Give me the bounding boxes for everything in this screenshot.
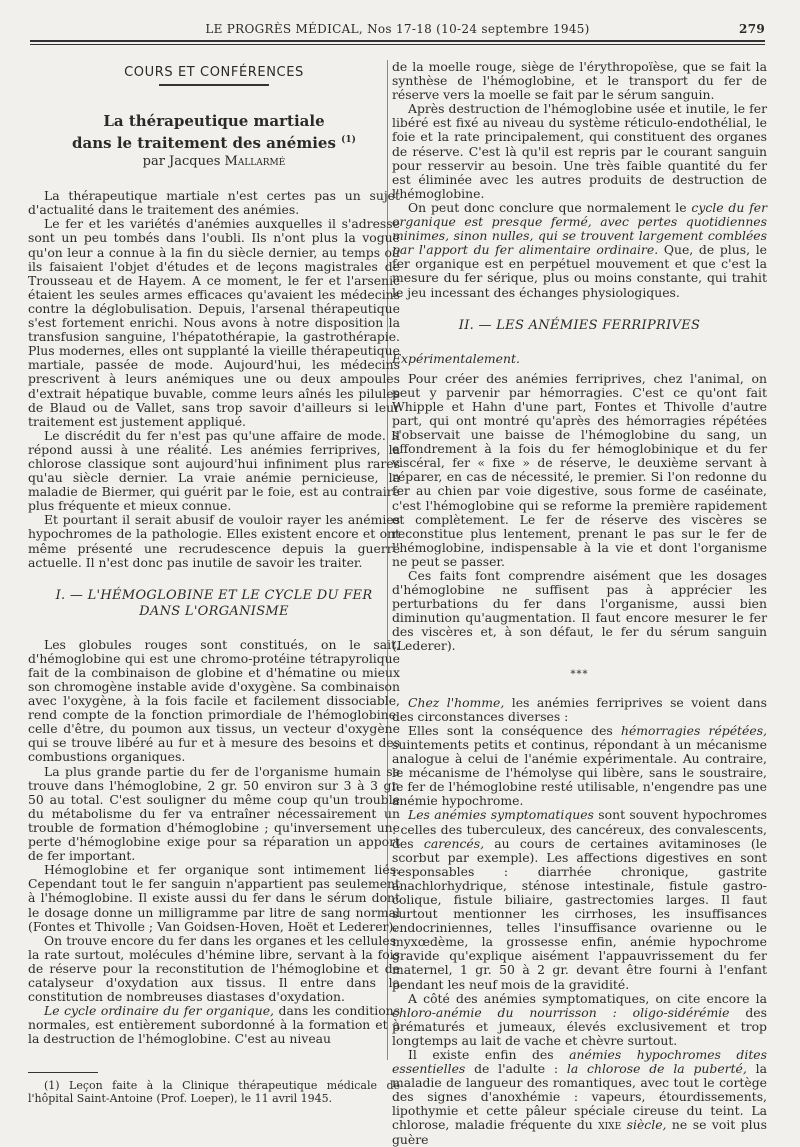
journal-title: LE PROGRÈS MÉDICAL, Nos 17-18 (10-24 septembre 1945) (205, 22, 590, 36)
intro-paragraph-1: La thérapeutique martiale n'est certes pas un sujet d'actualité dans le traitement des anémies. (28, 188, 400, 218)
paragraph-experimental: Pour créer des anémies ferriprives, chez l'animal, on peut y parvenir par hémorragies. C'est ce qu'ont fait Whipple et Hahn d'une part, Fontes et Thivolle d'autre part, qui ont montré qu'après des hémorragies répétées s'observait une baisse de l'hémoglobine du sang, un effondrement à la fois du fer hémoglobinique et du fer viscéral, fer « fixe » de réserve, le deuxième servant à réparer, en cas de nécessité, le premier. Si l'on redonne du fer au chien par voie digestive, sous forme de caséinate, c'est l'hémoglobine qui se reforme la première rapidement et complètement. Le fer de réserve des viscères se reconstitue plus lentement, prenant le pas sur le fer de l'hémoglobine, indispensable à la vie et dont l'organisme ne peut se passer. (392, 370, 767, 569)
footnote: (1) Leçon faite à la Clinique thérapeutique médicale de l'hôpital Saint-Antoine (Prof. Loeper), le 11 avril 1945. (28, 1079, 400, 1106)
title-line-2: dans le traitement des anémies $^{(1)}$ (72, 134, 356, 153)
article-title (28, 112, 400, 153)
chapter-2-heading: II. — LES ANÉMIES FERRIPRIVES (458, 317, 701, 333)
intro-paragraph-4: Et pourtant il serait abusif de vouloir rayer les anémies hypochromes de la pathologie. Elles existent encore et ont même présenté une recrudescence depuis la guerre actuelle. Il n'est donc pas inutile de savoir les traiter. (28, 512, 400, 570)
paragraph-hemorragies: Elles sont la conséquence des hémorragies répétées, suintements petits et continus, répondant à un mécanisme analogue à celui de l'anémie expérimentale. Au contraire, le mécanisme de l'hémolyse qui libère, sans le soustraire, le fer de l'hémoglobine resté utilisable, n'engendre pas une anémie hypochrome. (392, 722, 767, 809)
paragraph-essentielles: Il existe enfin des anémies hypochromes dites essentielles de l'adulte : la chlorose de la puberté, la maladie de langueur des romantiques, avec tout le cortège des signes d'anoxhémie : vapeurs, étourdissements, lipothymie et cette pâleur spéciale cireuse du teint. La chlorose, maladie fréquente du xixe siècle, ne se voit plus guère (392, 1047, 767, 1147)
left-column (28, 60, 400, 1105)
running-header (30, 22, 765, 38)
right-column (392, 60, 767, 1147)
chapter-1-heading: I. — L'HÉMOGLOBINE ET LE CYCLE DU FER DANS L'ORGANISME (55, 587, 373, 619)
section-heading: COURS ET CONFÉRENCES (124, 65, 304, 80)
continuation-paragraph: de la moelle rouge, siège de l'érythropoïèse, que se fait la synthèse de l'hémoglobine, et le transport du fer de réserve vers la moelle se fait par le sérum sanguin. (392, 59, 767, 103)
ch1-paragraph-3: Hémoglobine et fer organique sont intimement liés. Cependant tout le fer sanguin n'appartient pas seulement à l'hémoglobine. Il existe aussi du fer dans le sérum dont le dosage donne un milligramme par litre de sang normal (Fontes et Thivolle ; Van Goidsen-Hoven, Hoët et Lederer). (28, 862, 400, 934)
section-rule (159, 84, 269, 86)
paragraph-conclusion: On peut donc conclure que normalement le cycle du fer organique est presque fermé, avec pertes quotidiennes minimes, sinon nulles, qui se trouvent largement comblées par l'apport du fer alimentaire ordinaire. Que, de plus, le fer organique est en perpétuel mouvement et que c'est la mesure du fer sérique, plus ou moins constante, qui trahit le jeu incessant des échanges physiologiques. (392, 199, 767, 300)
paragraph-nourrisson: A côté des anémies symptomatiques, on cite encore la chloro-anémie du nourrisson : oligo-sidérémie des prématurés et jumeaux, élevés exclusivement et trop longtemps au lait de vache et chèvre surtout. (392, 990, 768, 1048)
ch1-paragraph-4: On trouve encore du fer dans les organes et les cellules, la rate surtout, molécules d'hémine libre, servant à la fois de réserve pour la reconstitution de l'hémoglobine et de catalyseur d'oxydation aux tissus. Il entre dans la constitution de nombreuses diastases d'oxydation. (28, 932, 400, 1005)
intro-paragraph-3: Le discrédit du fer n'est pas qu'une affaire de mode. Il répond aussi à une réalité. Les anémies ferriprives, la chlorose classique sont aujourd'hui infiniment plus rares qu'au siècle dernier. La vraie anémie pernicieuse, la maladie de Biermer, qui guérit par le foie, est au contraire plus fréquente et mieux connue. (28, 427, 400, 514)
paragraph-dosages: Ces faits font comprendre aisément que les dosages d'hémoglobine ne suffisent pas à apprécier les perturbations du fer dans l'organisme, aussi bien diminution qu'augmentation. Il faut encore mesurer le fer des viscères et, à son défaut, le fer du sérum sanguin (Lederer). (392, 568, 767, 654)
ch1-paragraph-2: La plus grande partie du fer de l'organisme humain se trouve dans l'hémoglobine, 2 gr. 50 environ sur 3 à 3 gr. 50 au total. C'est souligner du même coup qu'un trouble du métabolisme du fer va entraîner nécessairement un trouble de formation d'hémoglobine ; qu'inversement une perte d'hémoglobine exige pour sa réparation un apport de fer important. (28, 763, 400, 864)
paragraph-symptomatiques: Les anémies symptomatiques sont souvent hypochromes : celles des tuberculeux, des cancéreux, des convalescents, des carencés, au cours de certaines avitaminoses (le scorbut par exemple). Les affections digestives en sont responsables : diarrhée chronique, gastrite anachlorhydrique, sténose intestinale, fistule gastro-colique, fistule biliaire, gastrectomies larges. Il faut surtout mentionner les cirrhoses, les insuffisances endocriniennes, telles l'insuffisance ovarienne ou le myxœdème, la grossesse enfin, anémie hypochrome gravide qu'explique aisément l'appauvrissement du fer maternel, 1 gr. 50 à 2 gr. devant être fourni à l'enfant pendant les neuf mois de la gravidité. (392, 807, 768, 992)
page-number: 279 (739, 22, 765, 36)
asterism: *** (570, 668, 589, 680)
footnote-rule (28, 1072, 98, 1073)
article-author: par Jacques Mallarmé (142, 154, 286, 170)
subheading-experimental: Expérimentalement. (392, 350, 520, 366)
author-name: Mallarmé (224, 154, 286, 170)
paragraph-fer-libere: Après destruction de l'hémoglobine usée et inutile, le fer libéré est fixé au niveau du système réticulo-endothélial, le foie et la rate principalement, qui constituent des organes de réserve. C'est là qu'il est repris par le courant sanguin pour resservir au besoin. Une très faible quantité du fer est éliminée avec les autres produits de destruction de l'hémoglobine. (392, 101, 767, 201)
ch1-paragraph-5: Le cycle ordinaire du fer organique, dans les conditions normales, est entièrement subordonné à la formation et à la destruction de l'hémoglobine. C'est au niveau (28, 1003, 400, 1047)
paragraph-chez-homme: Chez l'homme, les anémies ferriprives se voient dans des circonstances diverses : (392, 694, 767, 724)
title-line-1: La thérapeutique martiale (103, 112, 325, 131)
intro-paragraph-2: Le fer et les variétés d'anémies auxquelles il s'adresse sont un peu tombés dans l'oubli. Ils n'ont plus la vogue qu'on leur a connue à la fin du siècle dernier, au temps où ils faisaient l'objet d'études et de leçons magistrales de Trousseau et de Hayem. A ce moment, le fer et l'arsenic étaient les seules armes efficaces qu'avaient les médecins contre la déglobulisation. Depuis, l'arsenal thérapeutique s'est fortement enrichi. Nous avons à notre disposition la transfusion sanguine, l'hépatothérapie, la gastrothérapie. Plus modernes, elles ont supplanté la vieille thérapeutique martiale, passée de mode. Aujourd'hui, les médecins prescrivent à leurs anémiques une ou deux ampoules d'extrait hépatique buvable, comme leurs aînés les pilules de Blaud ou de Vallet, sans trop savoir d'ailleurs si leur traitement est justement appliqué. (28, 216, 400, 429)
title-footnote-ref: (1) (341, 135, 356, 146)
ch1-paragraph-1: Les globules rouges sont constitués, on le sait, d'hémoglobine qui est une chromo-protéine tétrapyrolique fait de la combinaison de globine et d'hématine ou mieux son chromogène instable avide d'oxygène. Sa combinaison avec l'oxygène, à la fois facile et facilement dissociable, rend compte de la fonction primordiale de l'hémoglobine, celle d'être, du poumon aux tissus, un vecteur d'oxygène qui se trouve libéré au fur et à mesure des besoins et des combustions organiques. (28, 636, 400, 765)
header-rule (30, 40, 765, 45)
